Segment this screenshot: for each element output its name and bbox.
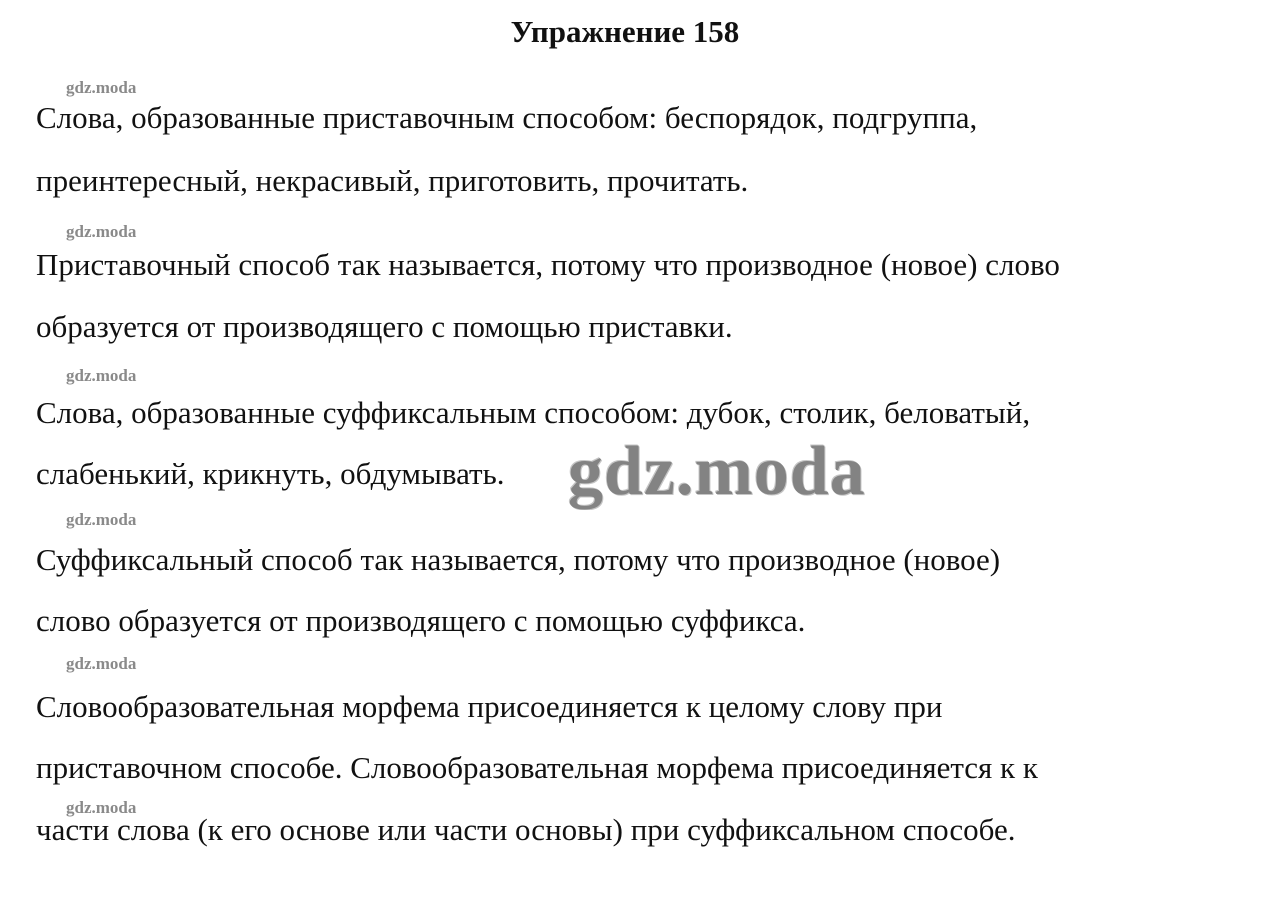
- text-line: слабенький, крикнуть, обдумывать.: [36, 456, 505, 491]
- text-line: преинтересный, некрасивый, приготовить, прочитать.: [36, 163, 749, 198]
- text-line: Словообразовательная морфема присоединяется к целому слову при: [36, 689, 943, 724]
- watermark-small: gdz.moda: [66, 798, 137, 817]
- text-line: части слова (к его основе или части основы) при суффиксальном способе.: [36, 812, 1016, 847]
- text-line: Слова, образованные суффиксальным способом: дубок, столик, беловатый,: [36, 395, 1031, 430]
- watermark-large: gdz.moda: [568, 433, 866, 510]
- watermark-small: gdz.moda: [66, 366, 137, 385]
- watermark-small: gdz.moda: [66, 654, 137, 673]
- text-line: Слова, образованные приставочным способом: беспорядок, подгруппа,: [36, 100, 978, 135]
- watermark-small: gdz.moda: [66, 510, 137, 529]
- text-line: слово образуется от производящего с помощью суффикса.: [36, 603, 806, 638]
- text-line: Суффиксальный способ так называется, потому что производное (новое): [36, 542, 1001, 577]
- text-line: образуется от производящего с помощью приставки.: [36, 309, 733, 344]
- watermark-small: gdz.moda: [66, 222, 137, 241]
- text-line: Приставочный способ так называется, потому что производное (новое) слово: [36, 247, 1060, 282]
- exercise-title: Упражнение 158: [510, 14, 740, 49]
- watermark-small: gdz.moda: [66, 78, 137, 97]
- text-line: приставочном способе. Словообразовательная морфема присоединяется к к: [36, 750, 1038, 785]
